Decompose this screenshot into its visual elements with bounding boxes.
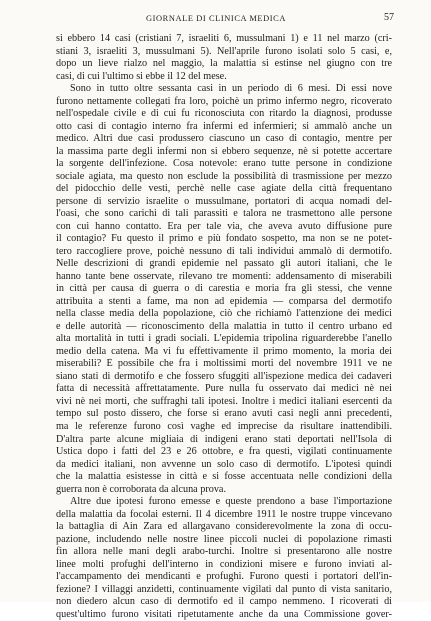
text-line: medico. Altri due casi produssero ciascuno un caso di contagio, mentre per bbox=[56, 133, 392, 145]
text-line: ma le referenze furono così vaghe ed imprecise da risultare inattendibili. bbox=[56, 420, 392, 432]
text-line: hanno tante bene osservate, rilevano tre momenti: addensamento di miserabili bbox=[56, 270, 392, 282]
body-text bbox=[56, 33, 392, 621]
text-line: fin allora nelle mani degli arabo-turchi. Inoltre si presentarono alle nostre bbox=[56, 546, 392, 558]
text-line: Sono in tutto oltre sessanta casi in un periodo di 6 mesi. Di essi nove bbox=[70, 83, 392, 95]
text-line: con cui hanno contatto. Era per tale via, che aveva avuto diffusione pure bbox=[56, 220, 392, 232]
text-line: casi, di cui l'ultimo si ebbe il 12 del mese. bbox=[56, 70, 227, 82]
page-header bbox=[58, 12, 394, 28]
text-line: del pidocchio delle vesti, perchè nelle case agiate della città frequentano bbox=[56, 183, 392, 195]
text-line: fatta di necessità affrettatamente. Pure nulla fu osservato dai medici nè nei bbox=[56, 383, 392, 395]
text-line: guerra non è corroborata da alcuna prova. bbox=[56, 483, 226, 495]
text-line: nella classe media della popolazione, ciò che richiamò l'attenzione dei medici bbox=[56, 308, 392, 320]
text-line: stiani 3, israeliti 3, mussulmani 5). Nell'aprile furono isolati solo 5 casi, e, bbox=[56, 45, 392, 57]
text-line: siano stati di dermotifo e che fossero sfuggiti all'ispezione medica dei cadaveri bbox=[56, 370, 392, 382]
text-line: fezione? I villaggi anzidetti, continuamente vigilati dal punto di vista sanitario, bbox=[56, 583, 392, 595]
text-line: pazione, includendo nelle nostre linee piccoli nuclei di popolazione rimasti bbox=[56, 533, 392, 545]
text-line: D'altra parte alcune migliaia di indigeni erano stati deportati nell'Isola di bbox=[56, 433, 392, 445]
text-line: Altre due ipotesi furono emesse e queste prendono a base l'importazione bbox=[70, 496, 392, 508]
text-line: vivi nè nei morti, che suffraghi tali ipotesi. Inoltre i medici italiani esercenti da bbox=[56, 395, 392, 407]
page-number: 57 bbox=[384, 12, 394, 23]
text-line: la battaglia di Ain Zara ed allargavano considerevolmente la zona di occu- bbox=[56, 521, 392, 533]
text-line: in città per causa di guerra o di carestia e moria fra gli stessi, che venne bbox=[56, 283, 392, 295]
text-line: non diedero alcun caso di dermotifo ed il campo nemmeno. I ricoverati di bbox=[56, 596, 392, 608]
text-line: persone di servizio israelite o mussulmane, portatori di acqua nomadi del- bbox=[56, 195, 392, 207]
text-line: linee molti profughi dell'interno in condizioni misere e furono inviati al- bbox=[56, 558, 392, 570]
text-line: medio della catena. Ma vi fu effettivamente il primo momento, la moria dei bbox=[56, 345, 392, 357]
text-line: sociale agiata, ma questo non esclude la possibilità di trasmissione per mezzo bbox=[56, 170, 392, 182]
running-title: GIORNALE DI CLINICA MEDICA bbox=[145, 14, 287, 23]
text-line: si ebbero 14 casi (cristiani 7, israeliti 6, mussulmani 1) e 11 nel marzo (cri- bbox=[56, 33, 392, 44]
text-line: la sorgente dell'infezione. Cosa notevole: erano tutte persone in condizione bbox=[56, 158, 392, 170]
text-line: da medici italiani, non avvenne un solo caso di dermotifo. L'ipotesi quindi bbox=[56, 458, 392, 470]
text-line: nell'ospedale civile e di cui fu riconosciuta con ritardo la diagnosi, produsse bbox=[56, 108, 392, 120]
text-line: che la malattia esistesse in città e si fosse accentuata nelle condizioni della bbox=[56, 471, 392, 483]
text-line: dopo un lieve rialzo nel maggio, la malattia si estinse nel giugno con tre bbox=[56, 58, 392, 70]
text-line: l'oasi, che sono carichi di tali parassiti e talora ne trasmettono alle persone bbox=[56, 208, 392, 220]
text-line: attribuita a stenti a fame, ma non ad epidemia — comparsa del dermotifo bbox=[56, 295, 392, 307]
text-line: Ustica dopo i fatti del 23 e 26 ottobre, e fra questi, vigilati continuamente bbox=[56, 446, 392, 458]
text-line: otto casi di contagio interno fra infermi ed infermieri; si ammalò anche un bbox=[56, 120, 392, 132]
text-line: la massima parte degli infermi non si ebbero sequenze, nè si potette accertare bbox=[56, 145, 392, 157]
text-line: furono nettamente collegati fra loro, poichè un primo infermo negro, ricoverato bbox=[56, 95, 392, 107]
text-line: e delle autorità — riconoscimento della malattia in tutto il centro urbano ed bbox=[56, 320, 392, 332]
text-line: miserabili? È possibile che fra i moltissimi morti del novembre 1911 ve ne bbox=[56, 358, 392, 370]
text-line: alta mortalità in tutti i gradi sociali. L'epidemia tripolina riguarderebbe l'anello bbox=[56, 333, 392, 345]
text-line: tempo sul posto dissero, che forse si erano avuti casi negli anni precedenti, bbox=[56, 408, 392, 420]
text-line: tero raccogliere prove, poichè nessuno di tali individui ammalò di dermotifo. bbox=[56, 245, 392, 257]
text-line: l'accampamento dei mendicanti e profughi. Furono questi i portatori dell'in- bbox=[56, 571, 392, 583]
text-line: della malattia da focolai esterni. Il 4 dicembre 1911 le nostre truppe vincevano bbox=[56, 508, 392, 520]
text-line: quest'ultimo furono visitati ripetutamente anche da una Commissione gover- bbox=[56, 608, 392, 620]
text-line: il contagio? Fu questo il primo e più fondato sospetto, ma non se ne potet- bbox=[56, 233, 392, 245]
text-line: Nelle descrizioni di grandi epidemie nel passato gli autori italiani, che le bbox=[56, 258, 392, 270]
